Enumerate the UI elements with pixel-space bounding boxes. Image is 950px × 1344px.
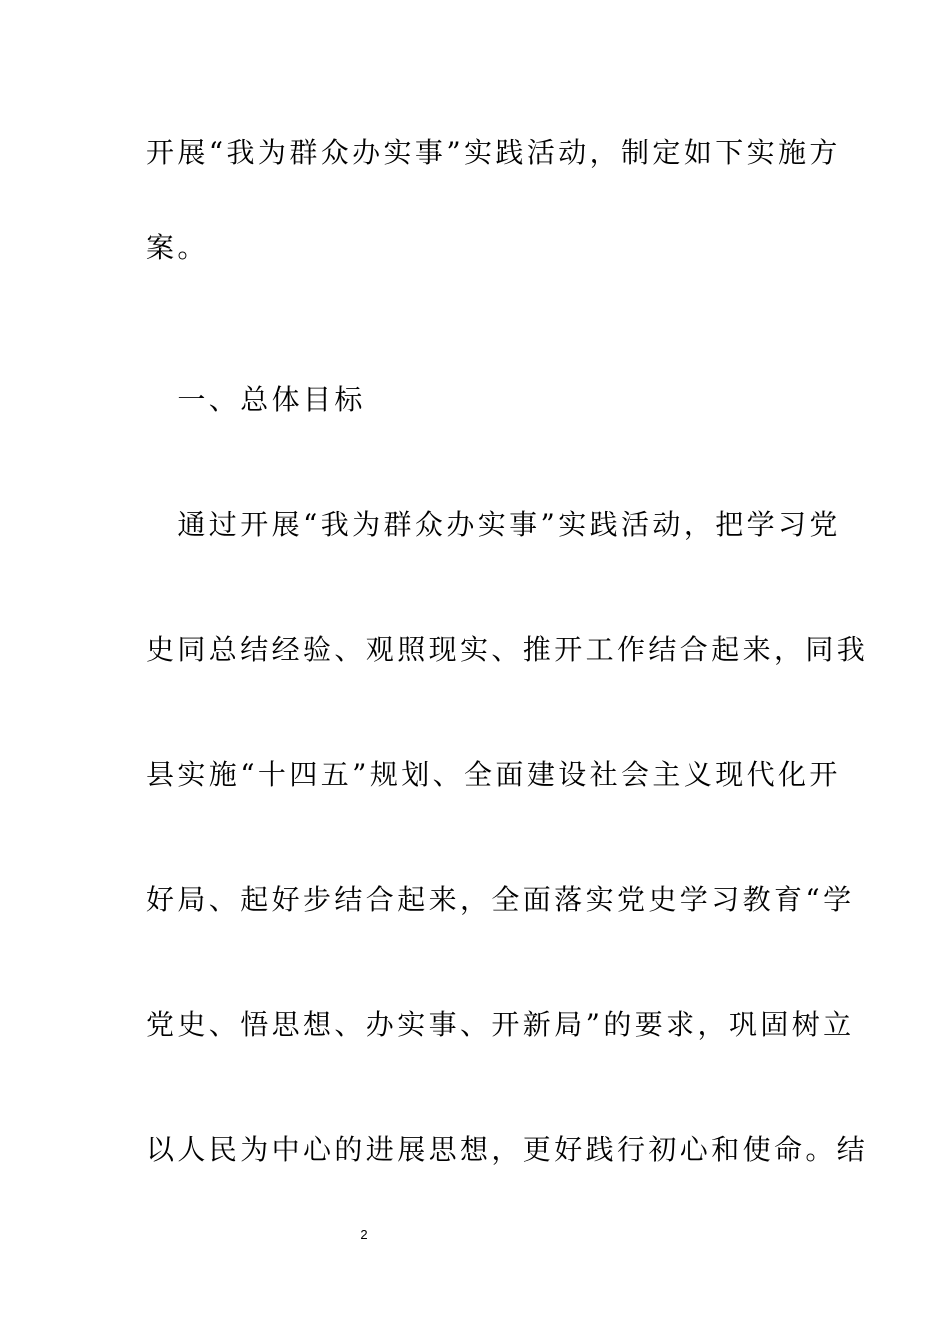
paragraph-line-2: 案。	[146, 231, 209, 264]
paragraph-line-4: 史同总结经验、观照现实、推开工作结合起来，同我	[146, 633, 869, 666]
paragraph-line-1: 开展“我为群众办实事”实践活动，制定如下实施方	[146, 136, 841, 169]
paragraph-line-6: 好局、起好步结合起来，全面落实党史学习教育“学	[146, 883, 855, 916]
paragraph-line-3: 通过开展“我为群众办实事”实践活动，把学习党	[146, 508, 841, 541]
paragraph-line-8: 以人民为中心的进展思想，更好践行初心和使命。结	[146, 1133, 869, 1166]
page-number: 2	[360, 1227, 368, 1242]
section-heading: 一、总体目标	[146, 383, 366, 416]
paragraph-line-5: 县实施“十四五”规划、全面建设社会主义现代化开	[146, 758, 841, 791]
paragraph-line-7: 党史、悟思想、办实事、开新局”的要求，巩固树立	[146, 1008, 855, 1041]
